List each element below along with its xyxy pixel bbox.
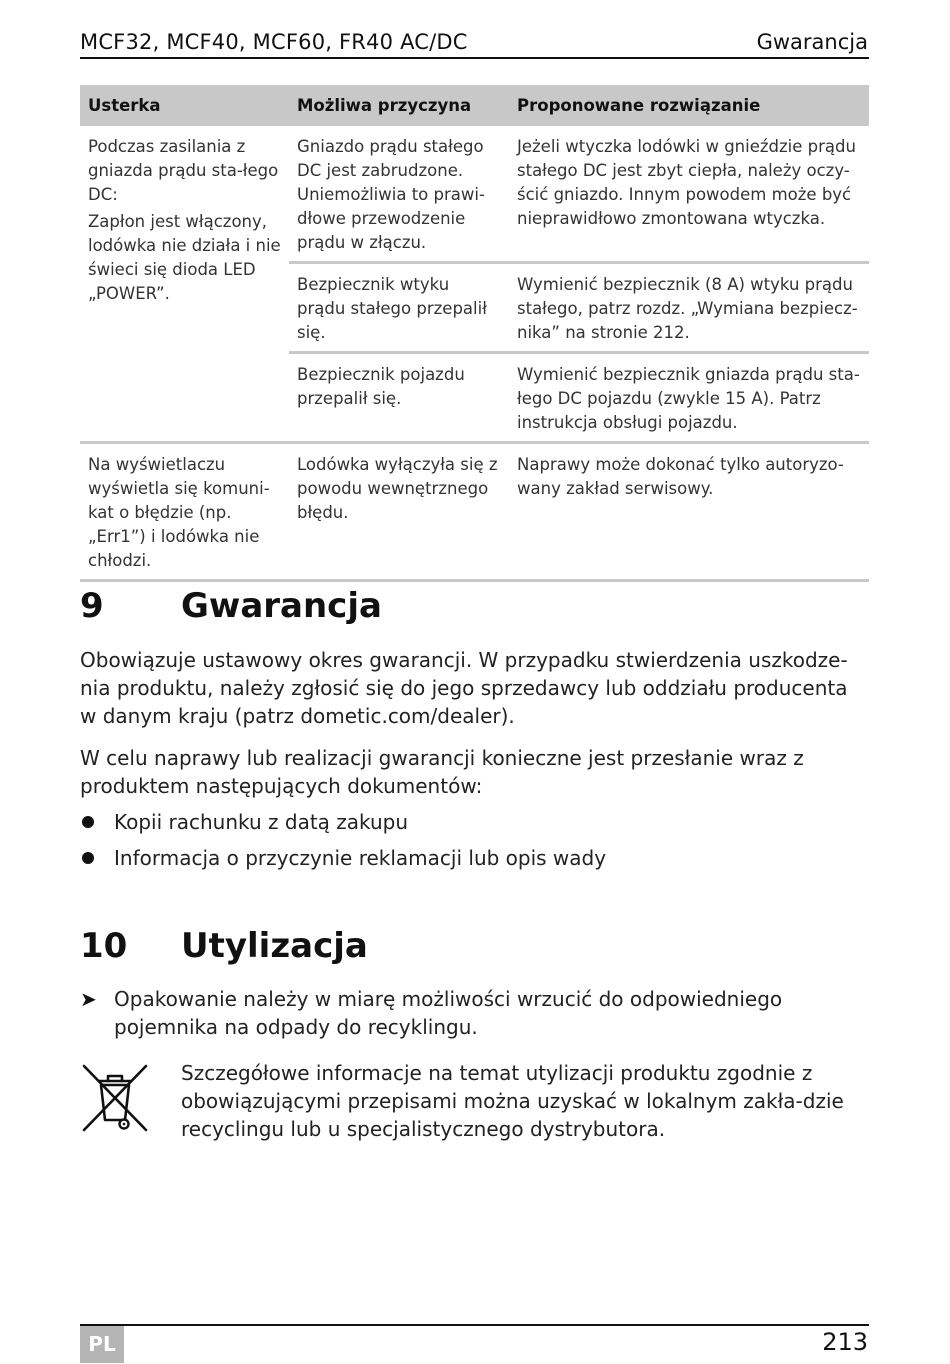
header-rule — [80, 57, 869, 59]
table-header-cause: Możliwa przyczyna — [289, 85, 509, 126]
fault-condition: Podczas zasilania z gniazda prądu sta-łego DC: — [88, 137, 279, 204]
table-header-solution: Proponowane rozwiązanie — [509, 85, 869, 126]
warranty-documents-paragraph: W celu naprawy lub realizacji gwarancji konieczne jest przesłanie wraz z produktem następujących dokumentów: — [80, 746, 804, 798]
section-heading-warranty — [80, 586, 382, 626]
section-heading-disposal — [80, 926, 368, 966]
table-row — [80, 126, 869, 263]
table-cell-solution: Naprawy może dokonać tylko autoryzo-wany zakład serwisowy. — [509, 443, 869, 581]
table-cell-solution: Jeżeli wtyczka lodówki w gnieździe prądu stałego DC jest zbyt ciepła, należy oczy-ścić gniazdo. Innym powodem może być nieprawidłowo zmontowana wtyczka. — [517, 137, 856, 228]
language-badge: PL — [80, 1326, 124, 1363]
section-title: Gwarancja — [181, 586, 382, 626]
table-cell-cause: Bezpiecznik pojazdu przepalił się. — [289, 353, 509, 443]
disposal-step — [80, 985, 870, 1041]
header-section-title: Gwarancja — [756, 30, 868, 54]
footer-rule — [80, 1324, 869, 1326]
table-row — [80, 443, 869, 581]
list-item — [80, 808, 870, 844]
table-cell-cause: Gniazdo prądu stałego DC jest zabrudzone. Uniemożliwia to prawi-dłowe przewodzenie prądu w złączu. — [297, 137, 485, 252]
disposal-info-paragraph: Szczegółowe informacje na temat utylizacji produktu zgodnie z obowiązującymi przepisami można uzyskać w lokalnym zakła-dzie recyclingu lub u specjalistycznego dystrybutora. — [181, 1061, 844, 1141]
table-cell-solution: Wymienić bezpiecznik (8 A) wtyku prądu stałego, patrz rozdz. „Wymiana bezpiecz-nika” na stronie 212. — [509, 263, 869, 353]
header-models: MCF32, MCF40, MCF60, FR40 AC/DC — [80, 30, 468, 54]
table-cell-cause: Lodówka wyłączyła się z powodu wewnętrznego błędu. — [289, 443, 509, 581]
table-cell-fault — [80, 126, 289, 443]
table-cell-fault: Na wyświetlaczu wyświetla się komuni-kat o błędzie (np. „Err1”) i lodówka nie chłodzi. — [80, 443, 289, 581]
section-number: 9 — [80, 586, 104, 626]
table-cell-cause: Bezpiecznik wtyku prądu stałego przepalił się. — [289, 263, 509, 353]
fault-symptom: Zapłon jest włączony, lodówka nie działa i nie świeci się dioda LED „POWER”. — [88, 212, 281, 303]
list-item-text: Informacja o przyczynie reklamacji lub opis wady — [114, 846, 607, 870]
disposal-step-text: Opakowanie należy w miarę możliwości wrzucić do odpowiedniego pojemnika na odpady do recyklingu. — [114, 987, 783, 1039]
bullet-icon — [82, 816, 94, 828]
section-number: 10 — [80, 926, 128, 966]
warranty-documents-list — [80, 808, 870, 880]
list-item — [80, 844, 870, 880]
table-header-row — [80, 85, 869, 126]
troubleshooting-table — [80, 85, 869, 582]
page-number: 213 — [822, 1328, 868, 1356]
warranty-paragraph: Obowiązuje ustawowy okres gwarancji. W przypadku stwierdzenia uszkodze-nia produktu, należy zgłosić się do jego sprzedawcy lub oddziału producenta w danym kraju (patrz dometic.com/dealer). — [80, 648, 848, 728]
section-title: Utylizacja — [181, 926, 368, 966]
arrow-icon: ➤ — [80, 987, 97, 1011]
crossed-out-wheelie-bin-icon — [80, 1062, 150, 1134]
bullet-icon — [82, 852, 94, 864]
table-header-fault: Usterka — [80, 85, 289, 126]
list-item-text: Kopii rachunku z datą zakupu — [114, 810, 409, 834]
table-cell-solution: Wymienić bezpiecznik gniazda prądu sta-łego DC pojazdu (zwykle 15 A). Patrz instrukcja obsługi pojazdu. — [509, 353, 869, 443]
